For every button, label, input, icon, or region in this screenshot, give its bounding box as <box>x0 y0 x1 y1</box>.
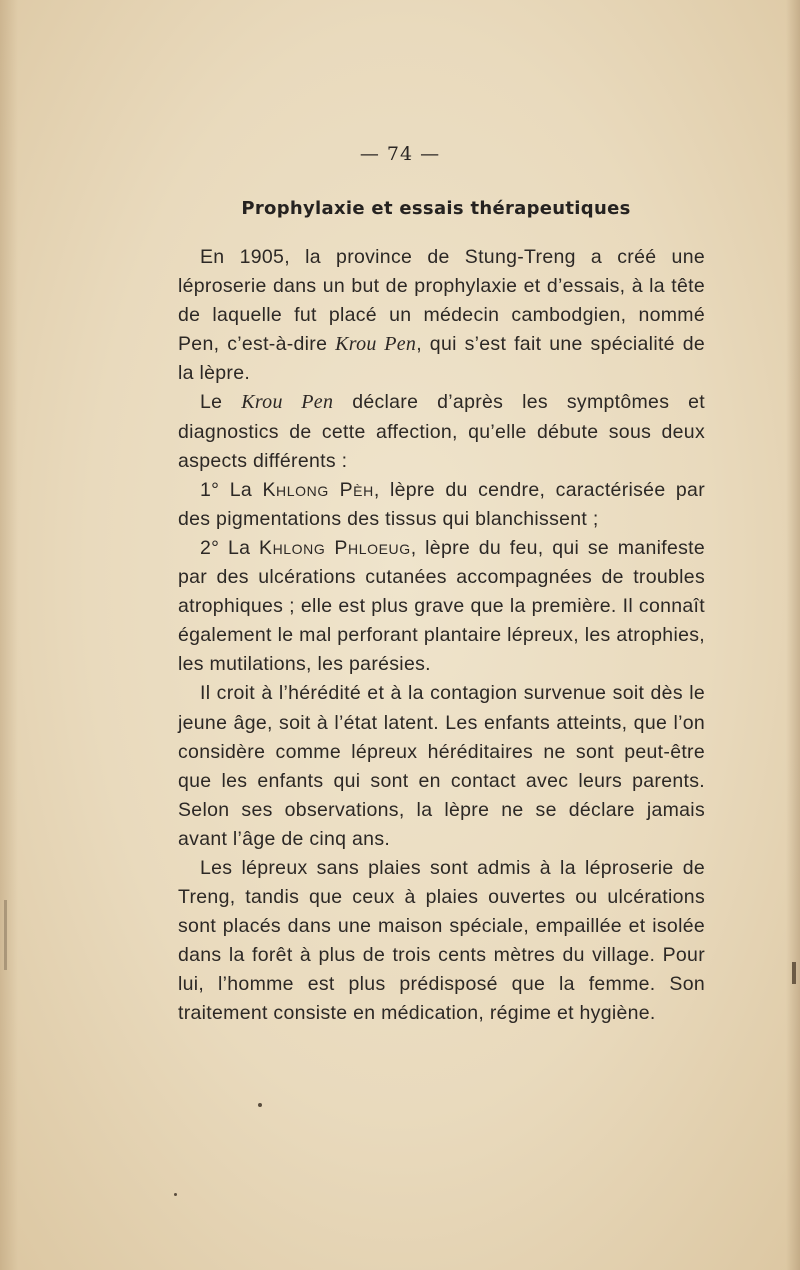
paragraph-5 <box>178 679 705 854</box>
text-run: , lèpre du cendre, caractérisée par des pigmentations des tissus qui blanchissent ; <box>178 478 705 530</box>
text-run: En 1905, la province de Stung-Treng a créé une léproserie dans un but de prophylaxie et d’essais, à la tête de laquelle fut placé un médecin cambodgien, nommé Pen, c’est-à-dire <box>178 246 705 356</box>
text-run-smallcaps: Khlong Pèh <box>262 478 374 501</box>
page-edge-shadow-left <box>0 0 18 1270</box>
page-edge-mark <box>4 900 7 970</box>
text-run: 2° La <box>200 536 259 559</box>
text-run: , lèpre du feu, qui se manifeste par des ulcérations cutanées accompagnées de troubles atrophiques ; elle est plus grave que la première. Il connaît également le mal perforant plantaire lépreux, les atrophies, les mutilations, les parésies. <box>178 536 706 676</box>
page-edge-mark <box>792 962 796 984</box>
paragraph-4 <box>178 534 705 679</box>
text-run: Les lépreux sans plaies sont admis à la léproserie de Treng, tandis que ceux à plaies ouvertes ou ulcérations sont placés dans une maison spéciale, empaillée et isolée dans la forêt à plus de trois cents mètres du village. Pour lui, l’homme est plus prédisposé que la femme. Son traitement consiste en médication, régime et hygiène. <box>178 856 705 1025</box>
page-edge-shadow-right <box>786 0 800 1270</box>
paragraph-6 <box>178 854 705 1029</box>
paragraph-1 <box>178 243 705 388</box>
text-run: Le <box>200 391 242 414</box>
body-text <box>178 243 705 1029</box>
text-run: déclare d’après les symptômes et diagnostics de cette affection, qu’elle débute sous deux aspects différents : <box>178 391 706 472</box>
ink-speck <box>174 1193 177 1196</box>
text-run-italic: Krou Pen <box>335 333 417 356</box>
text-run: Il croit à l’hérédité et à la contagion survenue soit dès le jeune âge, soit à l’état latent. Les enfants atteints, que l’on considère comme lépreux héréditaires ne sont peut-être que les enfants qui sont en contact avec leurs parents. Selon ses observations, la lèpre ne se déclare jamais avant l’âge de cinq ans. <box>178 682 705 850</box>
paragraph-2 <box>178 388 705 475</box>
paragraph-3 <box>178 476 705 534</box>
text-run: , qui s’est fait une spécialité de la lèpre. <box>178 333 705 385</box>
text-run: 1° La <box>200 478 263 501</box>
text-run-smallcaps: Khlong Phloeug <box>258 536 411 559</box>
text-run-italic: Krou Pen <box>241 391 334 414</box>
ink-speck <box>258 1103 262 1107</box>
section-heading: Prophylaxie et essais thérapeutiques <box>241 198 631 219</box>
page-number: — 74 — <box>359 143 441 165</box>
